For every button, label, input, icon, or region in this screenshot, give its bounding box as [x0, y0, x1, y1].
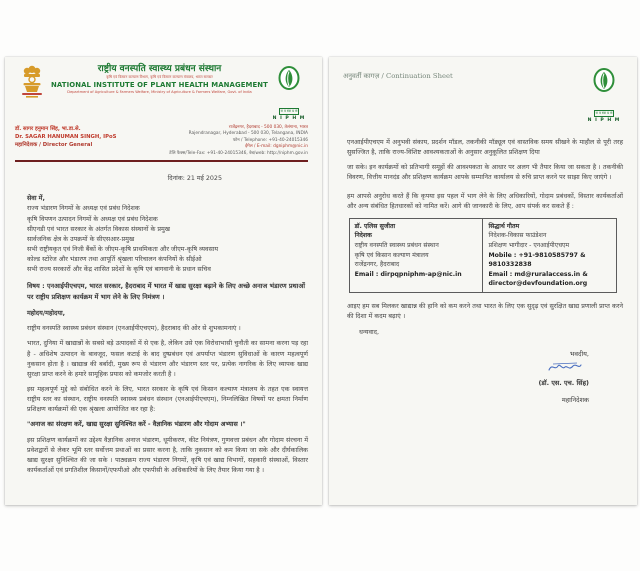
contact-cell-partner	[483, 218, 617, 292]
officer-designation: महानिदेशक / Director General	[15, 142, 93, 149]
ashoka-emblem-icon	[15, 63, 49, 107]
contact-name: डॉ. एलिस सुजीता	[354, 222, 396, 230]
recipient-block	[15, 194, 308, 275]
recipient-line: सीएनडी एवं भारत सरकार के अंतर्गत विकास संस्थानों के प्रमुख	[27, 225, 170, 233]
continuation-sheet-label: अनुवर्ती कागज़ / Continuation Sheet	[343, 72, 453, 80]
initiative-paragraph: इस महत्वपूर्ण मुद्दे को संबोधित करने के लिए, भारत सरकार के कृषि एवं किसान कल्याण मंत्रालय के तहत एक स्वायत्त राष्ट्रीय स्तर का संस्थान, राष्ट्रीय वनस्पति स्वास्थ्य प्रबंधन संस्थान (एनआईपीएचएम), निम्नलिखित विषयों पर क्षमता निर्माण प्रशिक्षण कार्यक्रमों की एक श्रृंखला आयोजित कर रहा है:	[27, 386, 308, 414]
recipient-line: सभी राज्य सरकारों और केंद्र शासित प्रदेशों के कृषि एवं बागवानी के प्रधान सचिव	[27, 266, 211, 274]
document-pages	[5, 57, 637, 505]
phone-line: फोन / Telephone: +91-40-24015346	[232, 137, 308, 143]
officer-name-hindi: डॉ. सागर हनुमान सिंह, भा.डा.से.	[15, 125, 81, 132]
niphm-logo-caption-hindi: रा व स्वा प्र सं	[595, 111, 613, 115]
letter-date: दिनांक: 21 मई 2025	[167, 175, 222, 183]
recipient-line: कोल्ड स्टोरेज और भंडारण तथा आपूर्ति श्रृंखला परिचालन कंपनियों के सीईओ	[27, 256, 202, 264]
dept-line-english: Department of Agriculture & Farmers Welfare, Ministry of Agriculture & Farmers Welfare, Govt. of India	[67, 89, 252, 94]
contact-org: प्रशिक्षण भागीदार - एनआईपीएचएम	[488, 242, 570, 250]
contact-org: राजेंद्रनगर, हैदराबाद	[354, 261, 400, 269]
niphm-logo-caption-hindi: रा व स्वा प्र सं	[280, 109, 298, 113]
letterhead-divider	[15, 160, 308, 162]
recipient-line: सभी राष्ट्रीयकृत एवं निजी बैंकों के जीएम-कृषि प्राथमिकता और जीएम-कृषि व्यवसाय	[27, 246, 219, 253]
signatory-designation: महानिदेशक	[561, 395, 589, 404]
to-label: सेवा में,	[27, 195, 45, 203]
continuation-body	[343, 138, 623, 406]
letterhead-officer-row	[15, 125, 308, 157]
contact-mobile: Mobile : +91-9810585797 & 9810332838	[488, 251, 586, 269]
recipient-line: सार्वजनिक क्षेत्र के उपक्रमों के सीएसआर-प्रमुख	[27, 235, 135, 243]
address-line-english: Rajendranagar, Hyderabad - 500 030, Telangana, INDIA	[188, 131, 308, 137]
contact-table	[349, 218, 618, 293]
closing-paragraph: आइए हम सब मिलकर खाद्यान्न की हानि को कम करने तथा भारत के लिए एक सुदृढ़ एवं सुरक्षित खाद्य प्रणाली प्राप्त करने की दिशा में कदम बढ़ाएं ।	[347, 303, 623, 321]
request-paragraph: हम आपसे अनुरोध करते हैं कि कृपया इस पहल में भाग लेने के लिए अधिकारियों, गोदाम प्रबंधकों, विस्तार कार्यकर्ताओं और अन्य संबंधित हितधारकों को नामित करें। आगे की जानकारी के लिए, आप संपर्क कर सकते हैं :	[347, 192, 623, 210]
signature-block	[343, 349, 623, 406]
recipient-line: राज्य भंडारण निगमों के अध्यक्ष एवं प्रबंध निदेशक	[27, 205, 140, 213]
valediction: भवदीय,	[569, 349, 589, 358]
recipient-line: कृषि विपणन उत्पादन निगमों के अध्यक्ष एवं प्रबंध निदेशक	[27, 215, 158, 223]
officer-name-english: Dr. SAGAR HANUMAN SINGH, IPoS	[15, 134, 117, 141]
objective-paragraph: इस प्रशिक्षण कार्यक्रमों का उद्देश्य वैज्ञानिक अनाज भंडारण, धूमीकरण, कीट नियंत्रण, गुणवत्ता प्रबंधन और गोदाम संरचना में प्रवेशद्वारों से लेकर भूमि स्तर सर्वोत्तम प्रथाओं का प्रसार करना है, ताकि नुकसान को कम किया जा सके और दीर्घकालिक खाद्य सुरक्षा सुनिश्चित की जा सके । पाठ्यक्रम राज्य भंडारण निगमों, कृषि एवं खाद्य विभागों, सहकारी संस्थाओं, विस्तार कार्यकर्ताओं एवं प्रगतिशील किसानों/एफपीओ और एफपीसी के अधिकारियों के लिए तैयार किया गया है ।	[27, 436, 308, 475]
contact-title: निदेशक	[354, 232, 372, 240]
letter-page-1	[5, 57, 322, 505]
continuation-header	[343, 65, 623, 124]
subject-line: विषय : एनआईपीएचएम, भारत सरकार, हैदराबाद में भारत में खाद्य सुरक्षा बढ़ाने के लिए अच्छे अनाज भंडारण प्रथाओं पर राष्ट्रीय प्रशिक्षण कार्यक्रम में भाग लेने के लिए निमंत्रण ।	[27, 282, 306, 301]
contact-title: निदेशक-विकास फाउंडेशन	[488, 232, 547, 240]
contact-org: कृषि एवं किसान कल्याण मंत्रालय	[354, 251, 429, 259]
niphm-logo-caption-english: N I P H M	[272, 116, 306, 121]
challenge-paragraph: भारत, दुनिया में खाद्यान्नों के सबसे बड़े उत्पादकों में से एक है, लेकिन उसे एक विरोधाभासी चुनौती का सामना करना पड़ रहा है - अधिशेष उत्पादन के बावजूद, फसल कटाई के बाद दुष्प्रबंधन एवं अपर्याप्त भंडारण सुविधाओं के कारण महत्वपूर्ण नुकसान होता है । खाद्यान्न की बर्बादी, मुख्य रूप से भंडारण और भंडारण स्तर पर, प्रत्येक नागरिक के लिए व्यापक खाद्य सुरक्षा प्राप्त करने के हमारे सामूहिक प्रयास को कमजोर करती है ।	[27, 340, 308, 378]
contact-email: Email : dirpqpniphm-ap@nic.in	[354, 270, 462, 278]
opening-paragraph: राष्ट्रीय वनस्पति स्वास्थ्य प्रबंधन संस्थान (एनआईपीएचएम), हैदराबाद की ओर से शुभकामनाएं ।	[27, 325, 241, 333]
institute-name-hindi: राष्ट्रीय वनस्पति स्वास्थ्य प्रबंधन संस्थान	[97, 64, 222, 74]
niphm-logo-caption-english: N I P H M	[587, 118, 621, 123]
contact-name: सिद्धार्थ गौतम	[488, 222, 520, 230]
officer-block	[15, 125, 116, 157]
telefax-line: टेलि फैक्स/Tele-Fax: +91-40-24015346, वेब/web: http://niphm.gov.in	[169, 150, 308, 156]
program-title-quote: "अनाज का संरक्षण करें, खाद्य सुरक्षा सुनिश्चित करें - वैज्ञानिक भंडारण और गोदाम अभ्यास ।"	[27, 421, 246, 429]
signature-scribble-icon	[343, 361, 583, 377]
letterhead	[15, 63, 308, 122]
facilities-paragraph-a: एनआईपीएचएम में अनुभवी संकाय, प्रदर्शन मॉडल, तकनीकी मॉड्यूल एवं वास्तविक समय सीखने के माहौल से पूरी तरह सुसज्जित है, ताकि राज्य-विशिष्ट आवश्यकताओं के अनुसार अनुकूलित प्रशिक्षण दिया	[347, 138, 623, 157]
institute-name-english: NATIONAL INSTITUTE OF PLANT HEALTH MANAGEMENT	[51, 80, 268, 89]
address-block	[169, 125, 308, 157]
address-line-hindi: राजेंद्रनगर, हैदराबाद - 500 030, तेलंगाना, भारत	[228, 124, 308, 130]
facilities-paragraph-b: जा सके। इन कार्यक्रमों को प्रतिभागी समूहों की आवश्यकता के आधार पर अलग भी तैयार किया जा सकता है । तकनीकी विवरण, वित्तीय मानदंड और प्रशिक्षण कार्यक्रम आपके सम्मानित कार्यालय से रुचि प्राप्त करने पर साझा किए जाएंगे ।	[347, 164, 623, 182]
signatory-name: (डॉ. एस. एच. सिंह)	[538, 378, 589, 387]
dept-line-hindi: कृषि एवं किसान कल्याण विभाग, कृषि एवं किसान कल्याण मंत्रालय, भारत सरकार	[106, 75, 213, 80]
thanks-line: धन्यवाद,	[359, 329, 380, 337]
niphm-logo-icon	[270, 63, 308, 122]
email-line: ईमेल / E-mail: dgniphm@nic.in	[245, 144, 308, 150]
contact-email: Email : md@ruralaccess.in & director@devfoundation.org	[488, 270, 588, 288]
contact-org: राष्ट्रीय वनस्पति स्वास्थ्य प्रबंधन संस्थान	[354, 242, 439, 250]
contact-cell-niphm	[349, 218, 483, 292]
letter-page-2	[329, 57, 637, 505]
greeting: महोदय/महोदया,	[27, 310, 66, 318]
letterhead-titles	[49, 63, 270, 95]
niphm-logo-icon	[585, 65, 623, 124]
